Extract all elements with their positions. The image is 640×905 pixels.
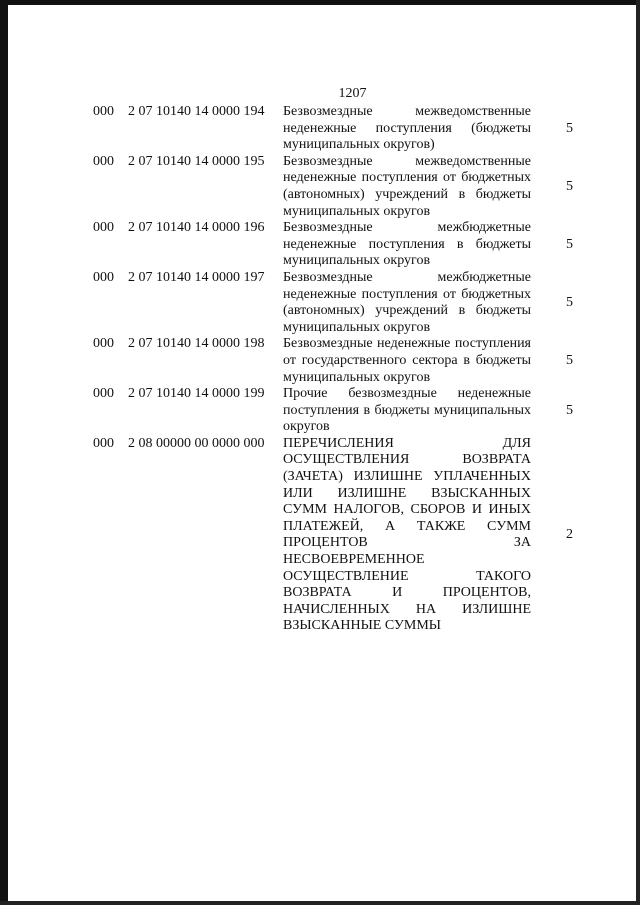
budget-code: 2 07 10140 14 0000 194 [128,104,265,119]
revenue-name: Безвозмездные межведомственные неденежные поступления (бюджеты муниципальных округов) [283,104,531,153]
admin-code: 000 [93,386,114,402]
norm-value: 5 [566,294,573,310]
norm-value: 5 [566,236,573,252]
table-row [93,336,583,386]
norm-value: 5 [566,402,573,418]
table-row [93,154,583,220]
revenue-name: Прочие безвозмездные неденежные поступления в бюджеты муниципальных округов [283,386,531,435]
admin-code: 000 [93,220,114,236]
norm-value: 5 [566,352,573,368]
budget-code: 2 07 10140 14 0000 199 [128,386,265,402]
revenue-name: ПЕРЕЧИСЛЕНИЯ ДЛЯ ОСУЩЕСТВЛЕНИЯ ВОЗВРАТА (ЗАЧЕТА) ИЗЛИШНЕ УПЛАЧЕННЫХ ИЛИ ИЗЛИШНЕ ВЗЫСКАННЫХ СУММ НАЛОГОВ, СБОРОВ И ИНЫХ ПЛАТЕЖЕЙ, А ТАКЖЕ СУММ ПРОЦЕНТОВ ЗА НЕСВОЕВРЕМЕННОЕ ОСУЩЕСТВЛЕНИЕ ТАКОГО ВОЗВРАТА И ПРОЦЕНТОВ, НАЧИСЛЕННЫХ НА ИЗЛИШНЕ ВЗЫСКАННЫЕ СУММЫ [283,435,531,634]
scan-border-top [0,0,640,5]
scan-border-bottom [0,901,640,905]
scan-border-right [636,0,640,905]
norm-value: 5 [566,178,573,194]
admin-code: 000 [93,435,114,451]
budget-code: 2 07 10140 14 0000 195 [128,153,265,169]
scan-border-left [0,0,8,905]
table-row [93,220,583,270]
classification-table [93,104,583,635]
admin-code: 000 [93,336,114,352]
norm-value: 5 [566,120,573,136]
table-row [93,270,583,336]
budget-code: 2 07 10140 14 0000 197 [128,269,265,285]
revenue-name: Безвозмездные межбюджетные неденежные поступления от бюджетных (автономных) учреждений в бюджеты муниципальных округов [283,269,531,335]
admin-code: 000 [93,104,114,119]
table-row [93,104,583,154]
table-row [93,436,583,635]
page-number: 1207 [338,86,367,101]
admin-code: 000 [93,269,114,285]
norm-value: 2 [566,527,573,543]
admin-code: 000 [93,153,114,169]
revenue-name: Безвозмездные неденежные поступления от государственного сектора в бюджеты муниципальных округов [283,336,531,385]
budget-code: 2 08 00000 00 0000 000 [128,435,265,451]
budget-code: 2 07 10140 14 0000 196 [128,220,265,236]
revenue-name: Безвозмездные межбюджетные неденежные поступления в бюджеты муниципальных округов [283,220,531,269]
table-row [93,386,583,436]
budget-code: 2 07 10140 14 0000 198 [128,336,265,352]
revenue-name: Безвозмездные межведомственные неденежные поступления от бюджетных (автономных) учреждений в бюджеты муниципальных округов [283,153,531,219]
